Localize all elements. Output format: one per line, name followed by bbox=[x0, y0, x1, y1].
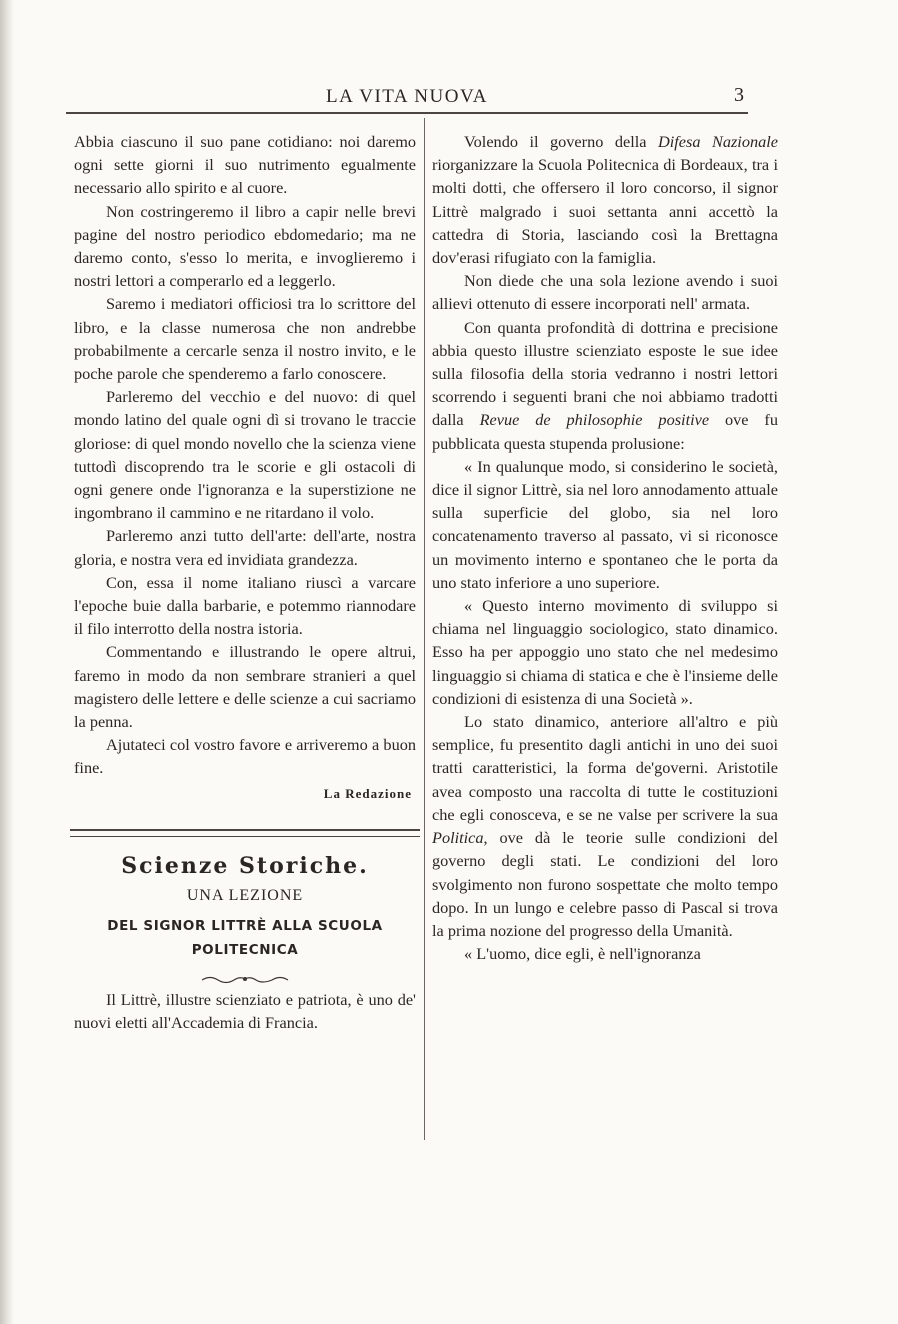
italic-title: Revue de philosophie positive bbox=[479, 410, 710, 430]
section-title: Scienze Storiche. bbox=[121, 852, 369, 879]
paragraph: Volendo il governo della Difesa Nazionale riorganizzare la Scuola Politecnica di Bordeaux, tra i molti dotti, che offersero il loro concorso, il signor Littrè malgrado i suoi settanta anni accettò la cattedra di Storia, lasciando così la Brettagna dov'erasi rifugiato con la famiglia. bbox=[432, 132, 778, 268]
paragraph: Lo stato dinamico, anteriore all'altro e più semplice, fu presentito dagli antichi in uno dei suoi tratti caratteristici, la forma de'governi. Aristotile avea composto una raccolta di tutte le costituzioni che egli conosceva, e se ne valse per scrivere la sua Politica, ove dà le teorie sulle condizioni del governo degli stati. Le condizioni del loro svolgimento non furono sospettate che molto tempo dopo. In un lungo e celebre passo di Pascal si trova la prima nozione del progresso della Umanità. bbox=[432, 712, 778, 940]
paragraph: Il Littrè, illustre scienziato e patriota, è uno de' nuovi eletti all'Accademia di Francia. bbox=[74, 989, 416, 1032]
ornament-flourish-icon bbox=[74, 968, 416, 980]
paragraph: Abbia ciascuno il suo pane cotidiano: noi daremo ogni sette giorni il suo nutrimento egualmente necessario allo spirito e al cuore. bbox=[74, 132, 416, 198]
paragraph: Con quanta profondità di dottrina e precisione abbia questo illustre scienziato esposte le sue idee sulla filosofia della storia vedranno i nostri lettori scorrendo i seguenti brani che noi abbiamo tradotti dalla Revue de philosophie positive ove fu pubblicata questa stupenda prolusione: bbox=[432, 317, 778, 453]
paragraph: Con, essa il nome italiano riuscì a varcare l'epoche buie dalla barbarie, e potemmo riannodare il filo interrotto della nostra istoria. bbox=[74, 572, 416, 639]
paragraph: « Questo interno movimento di sviluppo si chiama nel linguaggio sociologico, stato dinamico. Esso ha per appoggio uno stato che nel medesimo linguaggio si chiama di statica e che è l'insieme delle condizioni di esistenza di una Società ». bbox=[432, 596, 778, 708]
column-divider bbox=[424, 118, 425, 1140]
paragraph: Parleremo anzi tutto dell'arte: dell'arte, nostra gloria, e nostra vera ed invidiata grandezza. bbox=[74, 526, 416, 569]
italic-title: Politica bbox=[432, 828, 484, 848]
page-edge-shadow bbox=[0, 0, 14, 1324]
journal-title: LA VITA NUOVA bbox=[326, 86, 488, 107]
left-column bbox=[74, 130, 416, 1034]
italic-title: Difesa Nazionale bbox=[657, 132, 778, 151]
paragraph: Non diede che una sola lezione avendo i suoi allievi ottenuto di essere incorporati nell' armata. bbox=[432, 271, 778, 314]
paragraph: Saremo i mediatori officiosi tra lo scrittore del libro, e la classe numerosa che non andrebbe probabilmente a cercarle senza il nostro invito, e le poche parole che spenderemo a farlo conoscere. bbox=[74, 294, 416, 384]
article-subtitle: UNA LEZIONE bbox=[186, 887, 304, 905]
paragraph: Ajutateci col vostro favore e arriveremo a buon fine. bbox=[74, 735, 416, 778]
article-subtitle-2: DEL SIGNOR LITTRÈ ALLA SCUOLA POLITECNICA bbox=[107, 918, 383, 958]
signature: La Redazione bbox=[323, 785, 412, 801]
paragraph: « In qualunque modo, si considerino le società, dice il signor Littrè, sia nel loro annodamento attuale sulla superficie del globo, sia nel loro concatenamento traverso al passato, vi si riconosce un movimento interno e spontaneo che le porta da uno stato inferiore a uno superiore. bbox=[432, 456, 778, 592]
section-divider bbox=[70, 829, 420, 837]
running-header bbox=[66, 84, 748, 114]
paragraph: « L'uomo, dice egli, è nell'ignoranza bbox=[464, 944, 701, 964]
paragraph: Parleremo del vecchio e del nuovo: di quel mondo latino del quale ogni dì si trovano le traccie gloriose: di quel mondo novello che la scienza viene tuttodì discoprendo tra le scorie e gli ostacoli di ogni genere onde l'ignoranza e la superstizione ne ingombrano il cammino e ne ritardano il volo. bbox=[74, 387, 416, 523]
paragraph: Commentando e illustrando le opere altrui, faremo in modo da non sembrare stranieri a quel magistero delle lettere e delle scienze a cui sacriamo la penna. bbox=[74, 642, 416, 732]
page-number: 3 bbox=[734, 84, 744, 106]
paragraph: Non costringeremo il libro a capir nelle brevi pagine del nostro periodico ebdomedario; ma ne daremo conto, s'esso lo merita, e invoglieremo i nostri lettori a comperarlo ed a leggerlo. bbox=[74, 201, 416, 291]
right-column bbox=[432, 130, 778, 965]
